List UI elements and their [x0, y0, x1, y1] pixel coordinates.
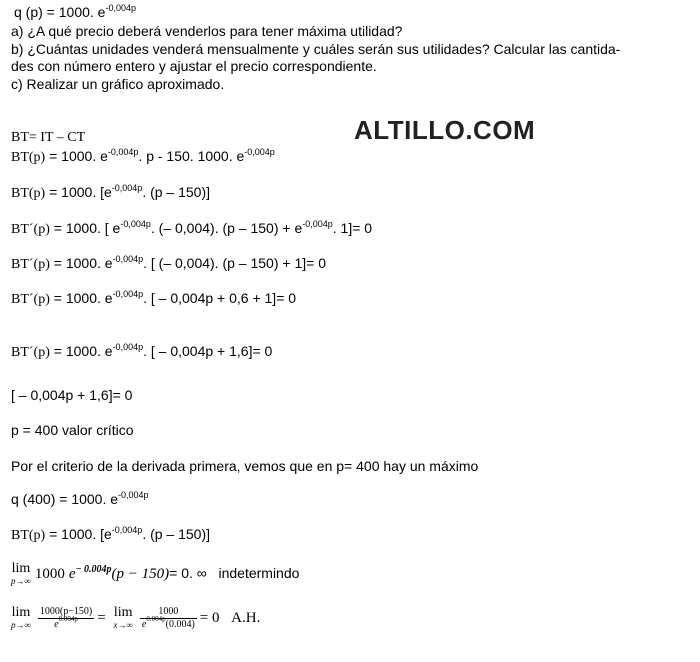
bt-expr: . (p – 150)] [142, 526, 211, 542]
exp: -0,004p [112, 254, 144, 264]
bt-line-3 [11, 526, 210, 544]
bt-label: BT(p) [11, 150, 46, 165]
limit-line-1 [11, 561, 299, 586]
bt-expr: . (p – 150)] [142, 184, 211, 200]
bt-expr: = 1000. e [49, 290, 113, 306]
bt-definition: BT= IT – CT [11, 130, 86, 145]
exp: -0,004p [112, 342, 144, 352]
bt-line-2 [11, 184, 210, 202]
question-b-line1: b) ¿Cuántas unidades venderá mensualmente y cuáles serán sus utilidades? Calcular las cantida- [11, 41, 621, 57]
criterion-sentence: Por el criterio de la derivada primera, vemos que en p= 400 hay un máximo [11, 458, 479, 474]
bt-derivative-line-1 [11, 220, 372, 238]
limit-exponent: − 0.004p [75, 564, 112, 575]
exp: -0,004p [302, 219, 333, 229]
limit-line-2 [11, 602, 260, 633]
bt-expr: = 1000. [e [45, 526, 112, 542]
exp: -0,004p [118, 490, 149, 500]
fraction-1-numerator: 1000(p−150) [39, 605, 93, 617]
exp: -0,004p [120, 219, 151, 229]
lim-word: lim [11, 561, 31, 577]
lim-subscript: p→∞ [11, 620, 31, 631]
bt-expr: . [ – 0,004p + 1,6]= 0 [143, 343, 273, 359]
question-a: a) ¿A qué precio deberá venderlos para tener máxima utilidad? [11, 23, 403, 39]
problem-q-line [14, 4, 136, 20]
lim-word: lim [113, 605, 133, 621]
limit-operator [113, 606, 132, 630]
exp: -0,004p [107, 147, 139, 157]
bt-expr: = 1000. e [49, 255, 113, 271]
bt-label: BT(p) [11, 528, 46, 543]
fraction-2 [140, 606, 197, 631]
limit-operator [11, 562, 31, 586]
equals-sign: = [97, 610, 106, 626]
bt-expr: = 1000. [e [45, 184, 112, 200]
exp: -0,004p [111, 183, 143, 193]
fraction-2-numerator: 1000 [140, 606, 197, 619]
lim-word: lim [11, 605, 31, 621]
bt-expr: = 1000. [ e [49, 220, 121, 236]
q-base: q (p) = 1000. e [14, 4, 106, 20]
fraction-1 [38, 606, 94, 631]
limit-paren: (p − 150) [111, 566, 170, 582]
bt-expr: = 1000. e [45, 148, 108, 164]
bt-expr: . 1]= 0 [332, 220, 373, 236]
limit-result: = 0 [199, 610, 220, 626]
site-logo: ALTILLO.COM [354, 115, 536, 145]
bt-expr: . [ (– 0,004). (p – 150) + 1]= 0 [143, 255, 326, 271]
q-exponent: -0,004p [105, 3, 136, 13]
bt-expr: = 1000. e [49, 343, 113, 359]
bt-derivative-line-3 [11, 290, 296, 308]
bt-prime-label: BT´(p) [11, 345, 50, 360]
q-400-expr: q (400) = 1000. e [11, 491, 119, 507]
bt-expr: . (– 0,004). (p – 150) + e [150, 220, 303, 236]
limit-e: e [68, 566, 76, 582]
question-c: c) Realizar un gráfico aproximado. [11, 76, 225, 92]
indeterminate-label: indetermindo [218, 565, 300, 581]
bracket-equation: [ – 0,004p + 1,6]= 0 [11, 387, 133, 403]
bt-expr: . [ – 0,004p + 0,6 + 1]= 0 [143, 290, 297, 306]
bt-expr: . p - 150. 1000. e [138, 148, 245, 164]
bt-label: BT(p) [11, 186, 46, 201]
limit-constant: 1000 [34, 566, 65, 582]
bt-derivative-line-2 [11, 255, 326, 273]
bt-prime-label: BT´(p) [11, 292, 50, 307]
fraction-1-denominator: $e^{0.004p}$ [54, 614, 78, 630]
lim-subscript: x→∞ [113, 620, 133, 631]
bt-line-1 [11, 148, 275, 166]
q-400-line [11, 491, 149, 507]
fraction-2-denominator: $e^{0.004p}(0.004)$ [141, 614, 195, 630]
limit-operator [11, 606, 31, 630]
bt-prime-label: BT´(p) [11, 257, 50, 272]
limit-tail: = 0. ∞ [169, 565, 207, 581]
exp: -0,004p [244, 147, 275, 157]
bt-prime-label: BT´(p) [11, 222, 50, 237]
horizontal-asymptote-label: A.H. [231, 610, 261, 626]
bt-derivative-line-4 [11, 343, 272, 361]
critical-value: p = 400 valor crítico [11, 422, 134, 438]
question-b-line2: des con número entero y ajustar el precio correspondiente. [11, 58, 377, 74]
exp: -0,004p [111, 525, 143, 535]
exp: -0,004p [112, 289, 144, 299]
lim-subscript: p→∞ [11, 576, 31, 587]
